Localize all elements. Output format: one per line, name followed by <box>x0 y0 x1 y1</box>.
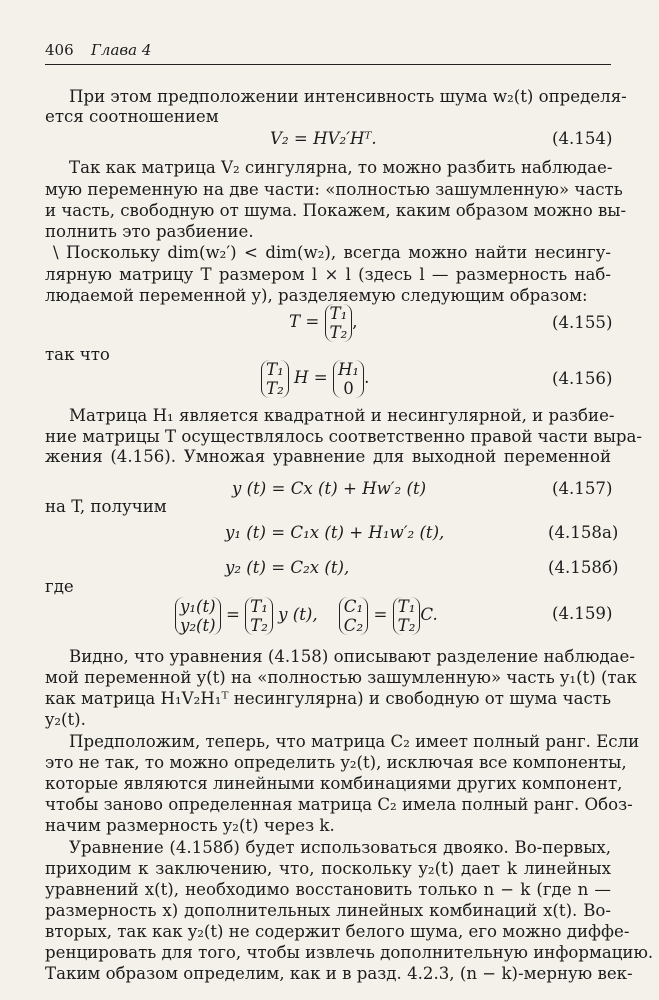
text-line: Матрица H₁ является квадратной и несингулярной, и разбие- <box>69 406 615 425</box>
equation-4-158a: y₁ (t) = C₁x (t) + H₁w′₂ (t), <box>225 523 445 542</box>
equation-4-159: y₁(t) y₂(t) = T₁ T₂ y (t), C₁ C₂ = T₁ T₂ C. <box>175 593 438 637</box>
matrix-entry: y₂(t) <box>180 615 216 635</box>
text-line: Уравнение (4.158б) будет использоваться двояко. Во-первых, <box>69 838 611 857</box>
matrix-entry: T₂ <box>329 322 348 342</box>
matrix-entry: T₁ <box>397 596 416 616</box>
text-line: ренцировать для того, чтобы извлечь дополнительную информацию. <box>45 943 654 962</box>
text-line: как матрица H₁V₂H₁ᵀ несингулярна) и свободную от шума часть <box>45 689 611 708</box>
text-line: Предположим, теперь, что матрица C₂ имеет полный ранг. Если <box>69 732 640 751</box>
text-line: вторых, так как y₂(t) не содержит белого шума, его можно диффе- <box>45 922 630 941</box>
eq-mid: y (t), <box>278 605 318 624</box>
matrix-entry: T₁ <box>266 359 284 379</box>
eq-tail: C. <box>420 605 438 624</box>
text-line: начим размерность y₂(t) через k. <box>45 816 335 835</box>
text-line: чтобы заново определенная матрица C₂ имела полный ранг. Обоз- <box>45 795 633 814</box>
matrix-entry: y₁(t) <box>180 596 216 616</box>
matrix-T <box>393 597 421 635</box>
text-line: это не так, то можно определить y₂(t), исключая все компоненты, <box>45 753 627 772</box>
chapter-title: Глава 4 <box>91 41 152 59</box>
text-line: ние матрицы T осуществлялось соответственно правой части выра- <box>45 427 643 446</box>
equation-number: (4.154) <box>552 129 613 148</box>
text-line: приходим к заключению, что, поскольку y₂(t) дает k линейных <box>45 859 611 878</box>
matrix-C <box>339 597 368 635</box>
equation-number: (4.155) <box>552 313 613 332</box>
text-line: и часть, свободную от шума. Покажем, каким образом можно вы- <box>45 201 627 220</box>
text-line: которые являются линейными комбинациями других компонент, <box>45 774 623 793</box>
text-line: где <box>45 577 74 596</box>
eq-lhs: T = <box>289 312 320 331</box>
equation-number: (4.158a) <box>548 523 619 542</box>
text-line: ется соотношением <box>45 107 219 126</box>
text-line: людаемой переменной y), разделяемую следующим образом: <box>45 286 588 305</box>
text-line: \ Поскольку dim(w₂′) < dim(w₂), всегда можно найти несингу- <box>53 243 611 262</box>
text-line: y₂(t). <box>45 710 86 729</box>
matrix-T <box>245 597 273 635</box>
text-line: полнить это разбиение. <box>45 222 254 241</box>
matrix-entry: T₁ <box>329 303 348 323</box>
eq-punct: , <box>352 312 358 331</box>
text-line: Так как матрица V₂ сингулярна, то можно разбить наблюдае- <box>69 158 613 177</box>
equation-4-154: V₂ = HV₂′Hᵀ. <box>270 129 377 148</box>
eq-punct: . <box>364 368 370 387</box>
matrix-entry: C₁ <box>343 596 364 616</box>
equation-4-155 <box>289 302 358 342</box>
matrix-entry: T₂ <box>250 615 268 635</box>
matrix-entry: T₂ <box>266 378 284 398</box>
text-line: размерность x) дополнительных линейных комбинаций x(t). Во- <box>45 901 611 920</box>
page-header <box>45 38 611 65</box>
text-line: Видно, что уравнения (4.158) описывают разделение наблюдае- <box>69 647 635 666</box>
matrix-entry: H₁ <box>337 359 360 379</box>
matrix-H <box>333 360 364 398</box>
text-line: При этом предположении интенсивность шума w₂(t) определя- <box>69 87 627 106</box>
matrix-entry: T₁ <box>250 596 268 616</box>
matrix-entry: T₂ <box>397 615 416 635</box>
equation-number: (4.157) <box>552 479 613 498</box>
page-number: 406 <box>45 41 74 59</box>
equation-number: (4.156) <box>552 369 613 388</box>
eq-mid: H = <box>294 368 328 387</box>
text-line: уравнений x(t), необходимо восстановить только n − k (где n — <box>45 880 611 899</box>
matrix-T <box>325 304 353 342</box>
matrix-y <box>175 597 221 635</box>
equation-number: (4.158б) <box>548 558 619 577</box>
text-line: так что <box>45 345 110 364</box>
equation-4-157: y (t) = Cx (t) + Hw′₂ (t) <box>232 479 427 498</box>
text-line: Таким образом определим, как и в разд. 4.2.3, (n − k)-мерную век- <box>45 964 633 983</box>
text-line: мую переменную на две части: «полностью зашумленную» часть <box>45 180 623 199</box>
equation-4-156 <box>261 358 369 398</box>
text-line: жения (4.156). Умножая уравнение для выходной переменной <box>45 447 611 466</box>
text-line: лярную матрицу T размером l × l (здесь l — размерность наб- <box>45 265 611 284</box>
text-line: мой переменной y(t) на «полностью зашумленную» часть y₁(t) (так <box>45 668 637 687</box>
matrix-entry: C₂ <box>343 615 364 635</box>
equation-4-158b: y₂ (t) = C₂x (t), <box>225 558 350 577</box>
matrix-entry: 0 <box>343 378 354 398</box>
text-line: на T, получим <box>45 497 167 516</box>
matrix-T <box>261 360 289 398</box>
equation-number: (4.159) <box>552 604 613 623</box>
